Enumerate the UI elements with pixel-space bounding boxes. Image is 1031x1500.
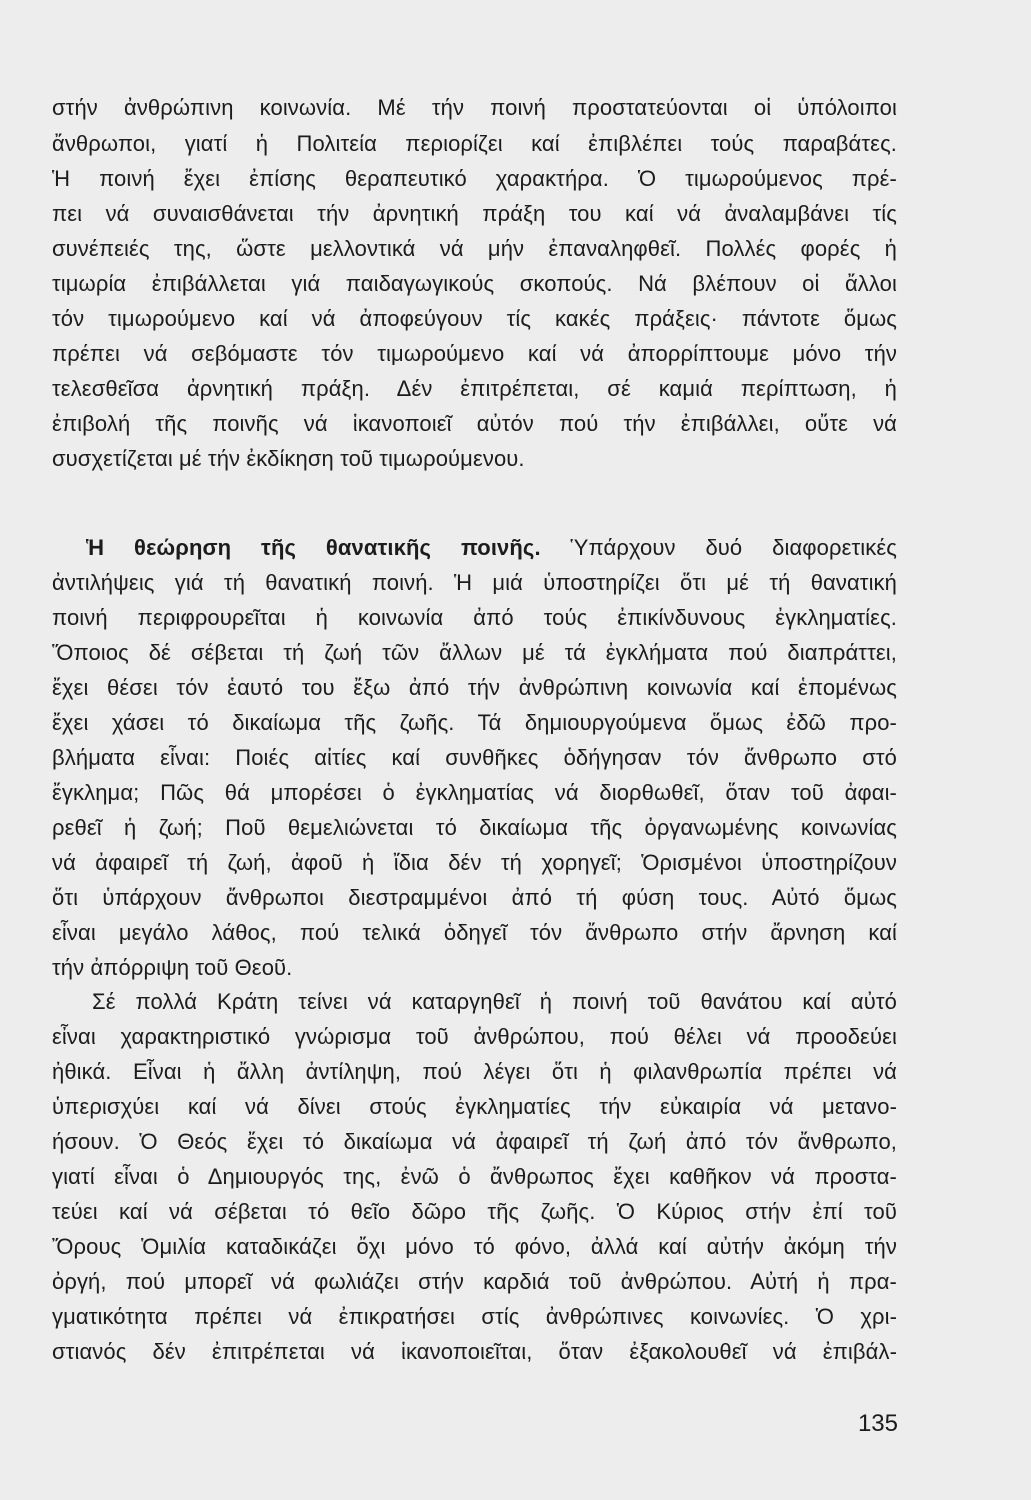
text-line: στιανός δέν ἐπιτρέπεται νά ἱκανοποιεῖται, ὅταν ἐξακολουθεῖ νά ἐπιβάλ- xyxy=(52,1339,897,1364)
text-line: συνέπειές της, ὥστε μελλοντικά νά μήν ἐπαναληφθεῖ. Πολλές φορές ἡ xyxy=(52,236,897,261)
text-line: Ἡ ποινή ἔχει ἐπίσης θεραπευτικό χαρακτήρα. Ὁ τιμωρούμενος πρέ- xyxy=(52,166,897,191)
text-line: τήν ἀπόρριψη τοῦ Θεοῦ. xyxy=(52,955,293,980)
text-line: γιατί εἶναι ὁ Δημιουργός της, ἐνῶ ὁ ἄνθρωπος ἔχει καθῆκον νά προστα- xyxy=(52,1164,897,1189)
text-line: νά ἀφαιρεῖ τή ζωή, ἀφοῦ ἡ ἴδια δέν τή χορηγεῖ; Ὁρισμένοι ὑποστηρίζουν xyxy=(52,850,897,875)
text-line: τιμωρία ἐπιβάλλεται γιά παιδαγωγικούς σκοπούς. Νά βλέπουν οἱ ἄλλοι xyxy=(52,271,897,296)
text-line: ἔχει χάσει τό δικαίωμα τῆς ζωῆς. Τά δημιουργούμενα ὅμως ἐδῶ προ- xyxy=(52,710,897,735)
text-line: ήσουν. Ὁ Θεός ἔχει τό δικαίωμα νά ἀφαιρεῖ τή ζωή ἀπό τόν ἄνθρωπο, xyxy=(52,1129,897,1154)
text-line: τελεσθεῖσα ἀρνητική πράξη. Δέν ἐπιτρέπεται, σέ καμιά περίπτωση, ἡ xyxy=(52,376,897,401)
text-line: ἔγκλημα; Πῶς θά μπορέσει ὁ ἐγκληματίας νά διορθωθεῖ, ὅταν τοῦ ἀφαι- xyxy=(52,780,897,805)
text-line: πρέπει νά σεβόμαστε τόν τιμωρούμενο καί νά ἀπορρίπτουμε μόνο τήν xyxy=(52,341,897,366)
text-line: εἶναι χαρακτηριστικό γνώρισμα τοῦ ἀνθρώπου, πού θέλει νά προοδεύει xyxy=(52,1024,897,1049)
text-line: πει νά συναισθάνεται τήν ἀρνητική πράξη του καί νά ἀναλαμβάνει τίς xyxy=(52,201,897,226)
text-line: ἀντιλήψεις γιά τή θανατική ποινή. Ἡ μιά ὑποστηρίζει ὅτι μέ τή θανατική xyxy=(52,570,897,595)
text-line: ὑπερισχύει καί νά δίνει στούς ἐγκληματίες τήν εὐκαιρία νά μετανο- xyxy=(52,1094,897,1119)
text-line: Ὄρους Ὁμιλία καταδικάζει ὄχι μόνο τό φόνο, ἀλλά καί αὐτήν ἀκόμη τήν xyxy=(52,1234,897,1259)
page-number: 135 xyxy=(857,1410,898,1437)
text-line: τόν τιμωρούμενο καί νά ἀποφεύγουν τίς κακές πράξεις· πάντοτε ὅμως xyxy=(52,306,897,331)
text-line: συσχετίζεται μέ τήν ἐκδίκηση τοῦ τιμωρούμενου. xyxy=(52,446,525,471)
text-line: στήν ἀνθρώπινη κοινωνία. Μέ τήν ποινή προστατεύονται οἱ ὑπόλοιποι xyxy=(52,95,897,120)
text-line: ὀργή, πού μπορεῖ νά φωλιάζει στήν καρδιά τοῦ ἀνθρώπου. Αὐτή ἡ πρα- xyxy=(52,1269,897,1294)
text-line: γματικότητα πρέπει νά ἐπικρατήσει στίς ἀνθρώπινες κοινωνίες. Ὁ χρι- xyxy=(52,1304,897,1329)
text-line: ποινή περιφρουρεῖται ἡ κοινωνία ἀπό τούς ἐπικίνδυνους ἐγκληματίες. xyxy=(52,605,897,630)
text-line: εἶναι μεγάλο λάθος, πού τελικά ὁδηγεῖ τόν ἄνθρωπο στήν ἄρνηση καί xyxy=(52,920,897,945)
section-heading-line xyxy=(86,532,897,564)
text-line: βλήματα εἶναι: Ποιές αἰτίες καί συνθῆκες ὁδήγησαν τόν ἄνθρωπο στό xyxy=(52,745,897,770)
text-line: ἔχει θέσει τόν ἑαυτό του ἔξω ἀπό τήν ἀνθρώπινη κοινωνία καί ἑπομένως xyxy=(52,675,897,700)
text-line: τεύει καί νά σέβεται τό θεῖο δῶρο τῆς ζωῆς. Ὁ Κύριος στήν ἐπί τοῦ xyxy=(52,1199,897,1224)
text-line: ἠθικά. Εἶναι ἡ ἄλλη ἀντίληψη, πού λέγει ὅτι ἡ φιλανθρωπία πρέπει νά xyxy=(52,1059,897,1084)
heading-line-rest: Ὑπάρχουν δυό διαφορετικές xyxy=(540,535,898,560)
text-line: ὅτι ὑπάρχουν ἄνθρωποι διεστραμμένοι ἀπό τή φύση τους. Αὐτό ὅμως xyxy=(52,885,897,910)
text-line: Σέ πολλά Κράτη τείνει νά καταργηθεῖ ἡ ποινή τοῦ θανάτου καί αὐτό xyxy=(92,989,897,1014)
text-line: ρεθεῖ ἡ ζωή; Ποῦ θεμελιώνεται τό δικαίωμα τῆς ὀργανωμένης κοινωνίας xyxy=(52,815,897,840)
section-heading: Ἡ θεώρηση τῆς θανατικῆς ποινῆς. xyxy=(86,535,541,560)
text-line: ἄνθρωποι, γιατί ἡ Πολιτεία περιορίζει καί ἐπιβλέπει τούς παραβάτες. xyxy=(52,131,897,156)
text-line: Ὅποιος δέ σέβεται τή ζωή τῶν ἄλλων μέ τά ἐγκλήματα πού διαπράττει, xyxy=(52,640,897,665)
text-line: ἐπιβολή τῆς ποινῆς νά ἱκανοποιεῖ αὐτόν πού τήν ἐπιβάλλει, οὔτε νά xyxy=(52,411,897,436)
